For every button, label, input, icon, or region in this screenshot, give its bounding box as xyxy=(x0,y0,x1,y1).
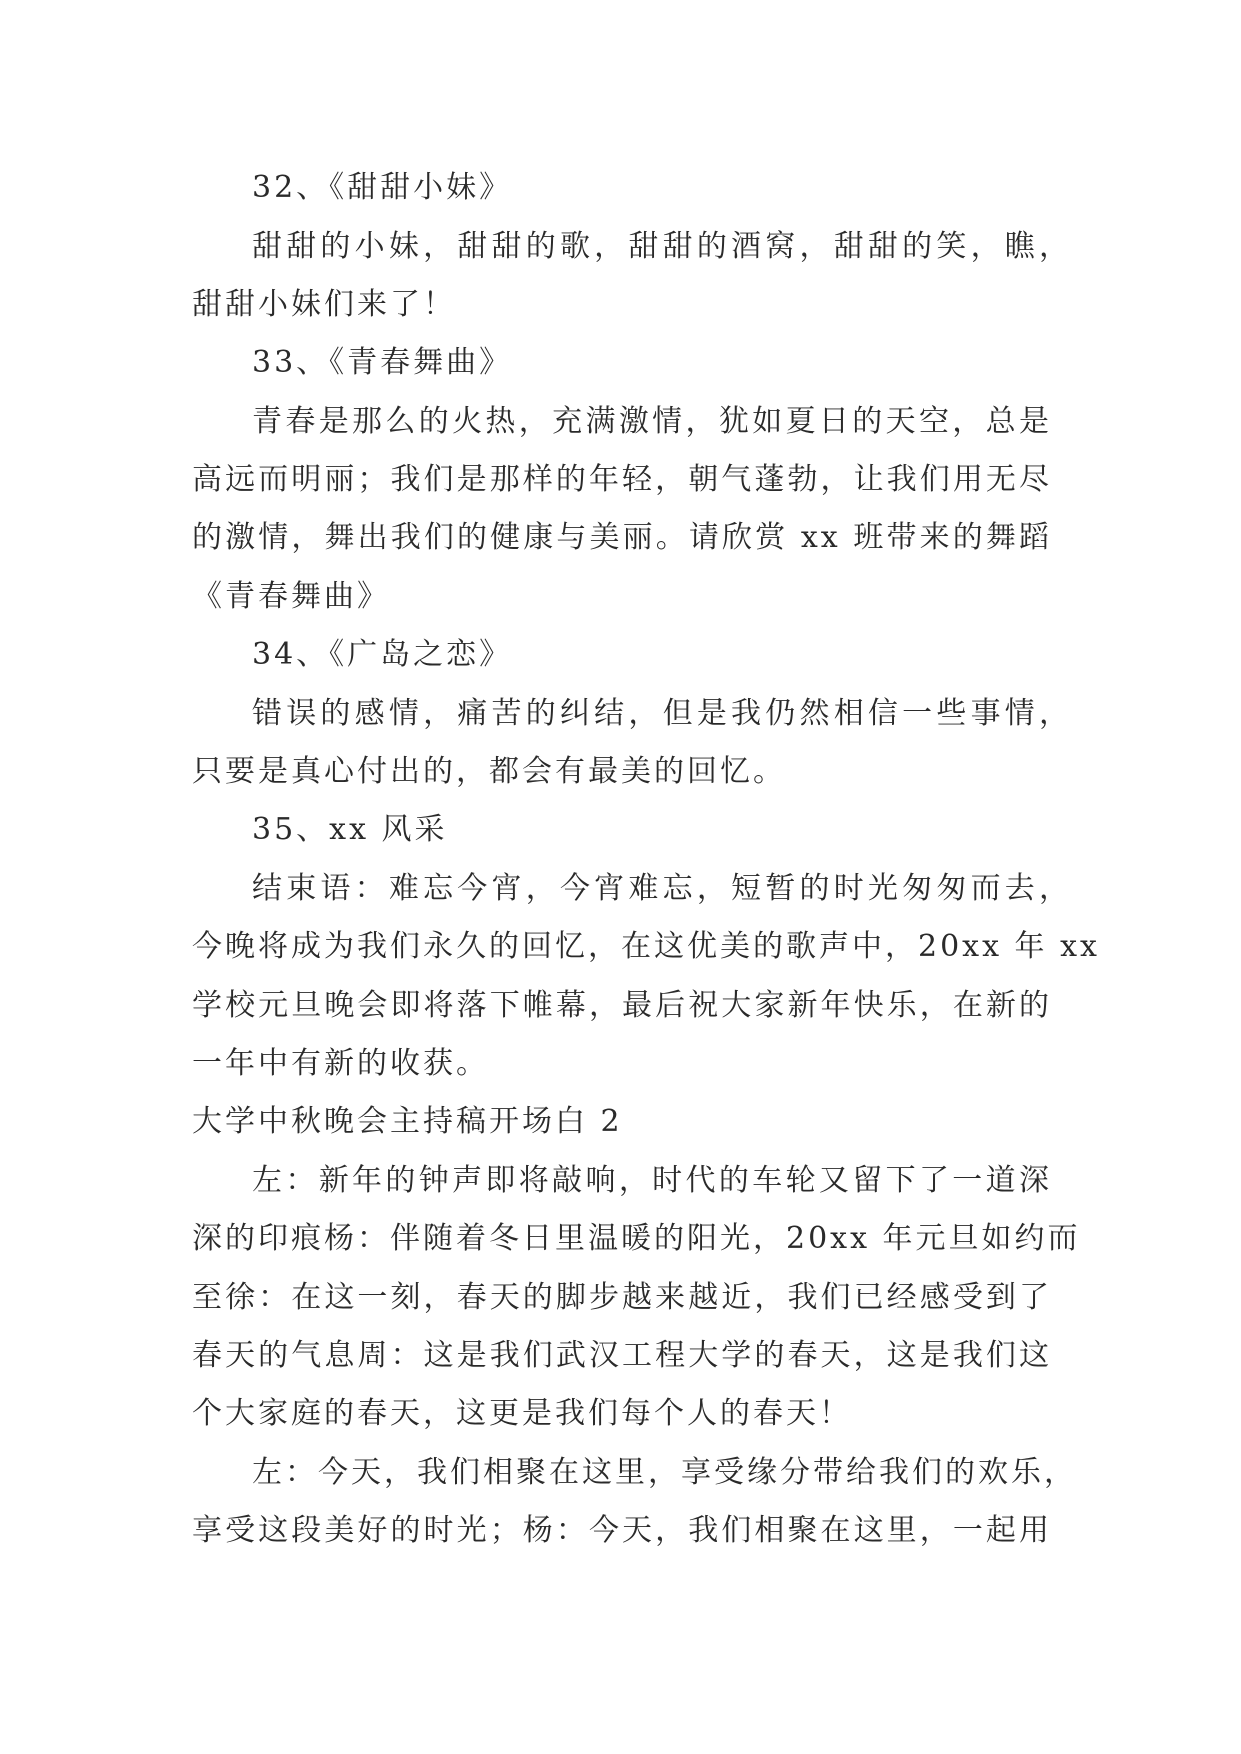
section-heading-34: 34、《广岛之恋》 xyxy=(252,637,513,672)
paragraph-line: 左：新年的钟声即将敲响，时代的车轮又留下了一道深 xyxy=(252,1163,1052,1198)
paragraph-line: 享受这段美好的时光；杨：今天，我们相聚在这里，一起用 xyxy=(192,1513,1052,1548)
paragraph-line: 甜甜的小妹，甜甜的歌，甜甜的酒窝，甜甜的笑，瞧， xyxy=(252,229,1072,264)
paragraph-line: 个大家庭的春天，这更是我们每个人的春天！ xyxy=(192,1396,852,1431)
paragraph-line: 至徐：在这一刻，春天的脚步越来越近，我们已经感受到了 xyxy=(192,1280,1052,1315)
paragraph-line: 今晚将成为我们永久的回忆，在这优美的歌声中，20xx 年 xx xyxy=(192,929,1100,964)
paragraph-line: 左：今天，我们相聚在这里，享受缘分带给我们的欢乐， xyxy=(252,1455,1077,1490)
paragraph-line: 高远而明丽；我们是那样的年轻，朝气蓬勃，让我们用无尽 xyxy=(192,462,1052,497)
paragraph-line: 青春是那么的火热，充满激情，犹如夏日的天空，总是 xyxy=(252,404,1052,439)
section-heading-33: 33、《青春舞曲》 xyxy=(252,345,513,380)
paragraph-line: 的激情，舞出我们的健康与美丽。请欣赏 xx 班带来的舞蹈 xyxy=(192,520,1052,555)
paragraph-line: 只要是真心付出的，都会有最美的回忆。 xyxy=(192,754,786,789)
document-heading: 大学中秋晚会主持稿开场白 2 xyxy=(192,1104,623,1139)
paragraph-line: 《青春舞曲》 xyxy=(192,579,390,614)
paragraph-line: 春天的气息周：这是我们武汉工程大学的春天，这是我们这 xyxy=(192,1338,1052,1373)
section-heading-32: 32、《甜甜小妹》 xyxy=(252,170,513,205)
paragraph-line: 学校元旦晚会即将落下帷幕，最后祝大家新年快乐，在新的 xyxy=(192,988,1052,1023)
section-heading-35: 35、xx 风采 xyxy=(252,812,448,847)
paragraph-line: 甜甜小妹们来了！ xyxy=(192,287,456,322)
paragraph-line: 错误的感情，痛苦的纠结，但是我仍然相信一些事情， xyxy=(252,696,1072,731)
paragraph-line: 一年中有新的收获。 xyxy=(192,1046,489,1081)
paragraph-line: 深的印痕杨：伴随着冬日里温暖的阳光，20xx 年元旦如约而 xyxy=(192,1221,1081,1256)
paragraph-line: 结束语：难忘今宵，今宵难忘，短暂的时光匆匆而去， xyxy=(252,871,1072,906)
